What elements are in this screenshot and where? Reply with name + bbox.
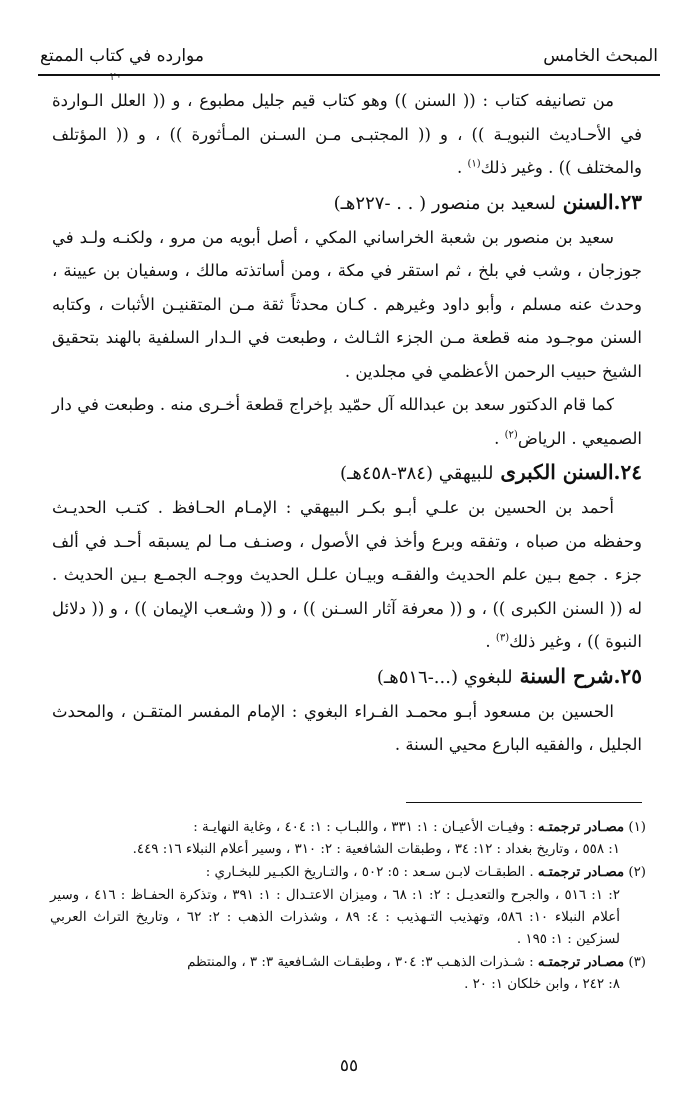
entry-book-name: شرح السنة: [519, 663, 614, 688]
paragraph-entry-24: أحمد بن الحسين بن علـي أبـو بكـر البيهقي : الإمـام الحـافظ . كتـب الحديـث وحفظه من صباه ، وتفقه وبرع وأخذ في الأصول ، وصنـف مـا لم يسبقه أحـد في ألف جزء . جمع بـين علم الحديث والفقـه وبيـان علـل الحديث ووجـه الجمـع بـين الحديث . له (( السنن الكبرى )) ، و (( معرفة آثار السـنن )) ، و (( وشـعب الإيمان )) ، و (( دلائل النبوة )) ، وغير ذلك$^{(٣)}$ .: [52, 498, 642, 651]
entry-author: للبغوي (...-٥١٦هـ): [376, 666, 513, 688]
paragraph-intro: من تصانيفه كتاب : (( السنن )) وهو كتاب قيم جليل مطبوع ، و (( العلل الـواردة في الأحـاديث النبويـة )) ، و (( المجتبـى مـن السـنن المـأثورة )) ، و (( المؤتلف والمختلف )) . وغير ذلك$^{(١)}$ .: [52, 91, 642, 177]
footnote-ref: (٣): [495, 632, 510, 644]
entry-heading-24: [52, 455, 642, 491]
footnote-label: مصـادر ترجمتـه: [537, 954, 625, 971]
entry-author: للبيهقي (٣٨٤-٤٥٨هـ): [340, 463, 494, 484]
paragraph-entry-25: الحسين بن مسعود أبـو محمـد الفـراء البغوي : الإمام المفسر المتقـن ، والمحدث الجليل ، والفقيه البارع محيي السنة .: [52, 701, 642, 754]
footnote-text: : شـذرات الذهـب ٣: ٣٠٤ ، وطبقـات الشـافعية ٣: ٣ ، والمنتظم: [187, 955, 534, 971]
footnote-3: [50, 951, 646, 974]
paragraph-entry-23: سعيد بن منصور بن شعبة الخراساني المكي ، أصل أبويه من مرو ، ولكنـه ولـد في جوزجان ، وشب في بلخ ، ثم استقر في مكة ، ومن أساتذته مالك ، وسفيان بن عيينة ، وحدث عنه مسلم ، وأبو داود وغيرهم . كـان محدثاً ثقة مـن المتقنيـن الأثبات ، وكتابه السنن موجـود منه قطعة مـن الجزء الثـالث ، وطبعت في الـدار السلفية بالهند بتحقيق الشيخ حبيب الرحمن الأعظمي في مجلدين .: [52, 227, 642, 381]
entry-author: لسعيد بن منصور ( . . -٢٢٧هـ): [333, 192, 556, 214]
entry-number: ٢٥.: [613, 663, 642, 688]
main-text: [52, 84, 642, 762]
footnote-number: (١): [628, 820, 646, 835]
footnote-ref: (١): [467, 158, 481, 170]
footnote-1-continued: ١: ٥٥٨ ، وتاريخ بغداد : ١٢: ٣٤ ، وطبقات الشافعية : ٢: ٣١٠ ، وسير أعلام النبلاء ١٦: ٤٤٩.: [132, 842, 620, 858]
footnote-ref: (٢): [504, 429, 518, 440]
paragraph-text: أحمد بن الحسين بن علـي أبـو بكـر البيهقي : الإمـام الحـافظ . كتـب الحديـث وحفظه من صباه ، وتفقه وبرع وأخذ في الأصول ، وصنـف مـا لم يسبقه أحـد في ألف جزء . جمع بـين علم الحديث والفقـه وبيـان علـل الحديث ووجـه الجمـع بـين الحديث . له (( السنن الكبرى )) ، و (( معرفة آثار السـنن )) ، و (( وشـعب الإيمان )) ، و (( دلائل النبوة )) ، وغير ذلك: [52, 498, 642, 651]
entry-book-name: السنن: [562, 189, 614, 214]
footnote-label: مصـادر ترجمتـه: [537, 864, 625, 881]
topic-title: موارده في كتاب الممتع: [40, 46, 204, 66]
header-mark: ٢٠: [110, 70, 122, 83]
footnote-divider: [406, 802, 642, 803]
paragraph-entry-23-b: كما قام الدكتور سعد بن عبدالله آل حمّيد بإخراج قطعة أخـرى منه . وطبعت في دار الصميعي . الرياض$^{(٢)}$ .: [52, 395, 642, 448]
footnote-label: مصـادر ترجمتـه: [537, 819, 625, 835]
footnote-2: [50, 861, 646, 884]
paragraph-text: كما قام الدكتور سعد بن عبدالله آل حمّيد بإخراج قطعة أخـرى منه . وطبعت في دار الصميعي . الرياض: [52, 395, 642, 448]
entry-heading-23: [52, 185, 642, 221]
footnote-3-continued: ٨: ٢٤٢ ، وابن خلكان ١: ٢٠ .: [464, 977, 620, 993]
footnote-number: (٣): [628, 955, 646, 971]
chapter-title: المبحث الخامس: [543, 46, 658, 66]
footnote-2-continued: ٢: ١: ٥١٦ ، والجرح والتعديـل : ٢: ١: ٦٨ ، وميزان الاعتـدال : ١: ٣٩١ ، وتذكرة الحفـاظ : ٤١٦ ، وسير أعلام النبلاء ١٠: ٥٨٦، وتهذيب التـهذيب : ٤: ٨٩ ، وشذرات الذهب : ٢: ٦٢ ، وتاريخ التراث العربي لسزكين : ١: ١٩٥ .: [50, 887, 620, 948]
entry-number: ٢٣.: [613, 189, 642, 214]
footnote-text: . الطبقـات لابـن سـعد : ٥: ٥٠٢ ، والتـاريخ الكبـير للبخـاري :: [205, 865, 534, 881]
entry-book-name: السنن الكبرى: [500, 460, 614, 484]
footnote-text: : وفيـات الأعيـان : ١: ٣٣١ ، واللبـاب : ١: ٤٠٤ ، وغاية النهايـة :: [193, 820, 534, 835]
header-divider: [38, 74, 660, 76]
footnote-1: [50, 816, 646, 839]
paragraph-text: من تصانيفه كتاب : (( السنن )) وهو كتاب قيم جليل مطبوع ، و (( العلل الـواردة في الأحـاديث النبويـة )) ، و (( المجتبـى مـن السـنن المـأثورة )) ، و (( المؤتلف والمختلف )) . وغير ذلك: [52, 91, 642, 177]
page-number: ٥٥: [339, 1056, 359, 1076]
footnote-number: (٢): [628, 865, 646, 881]
entry-heading-25: [52, 659, 642, 695]
footnotes: [50, 816, 646, 997]
entry-number: ٢٤.: [613, 460, 642, 484]
